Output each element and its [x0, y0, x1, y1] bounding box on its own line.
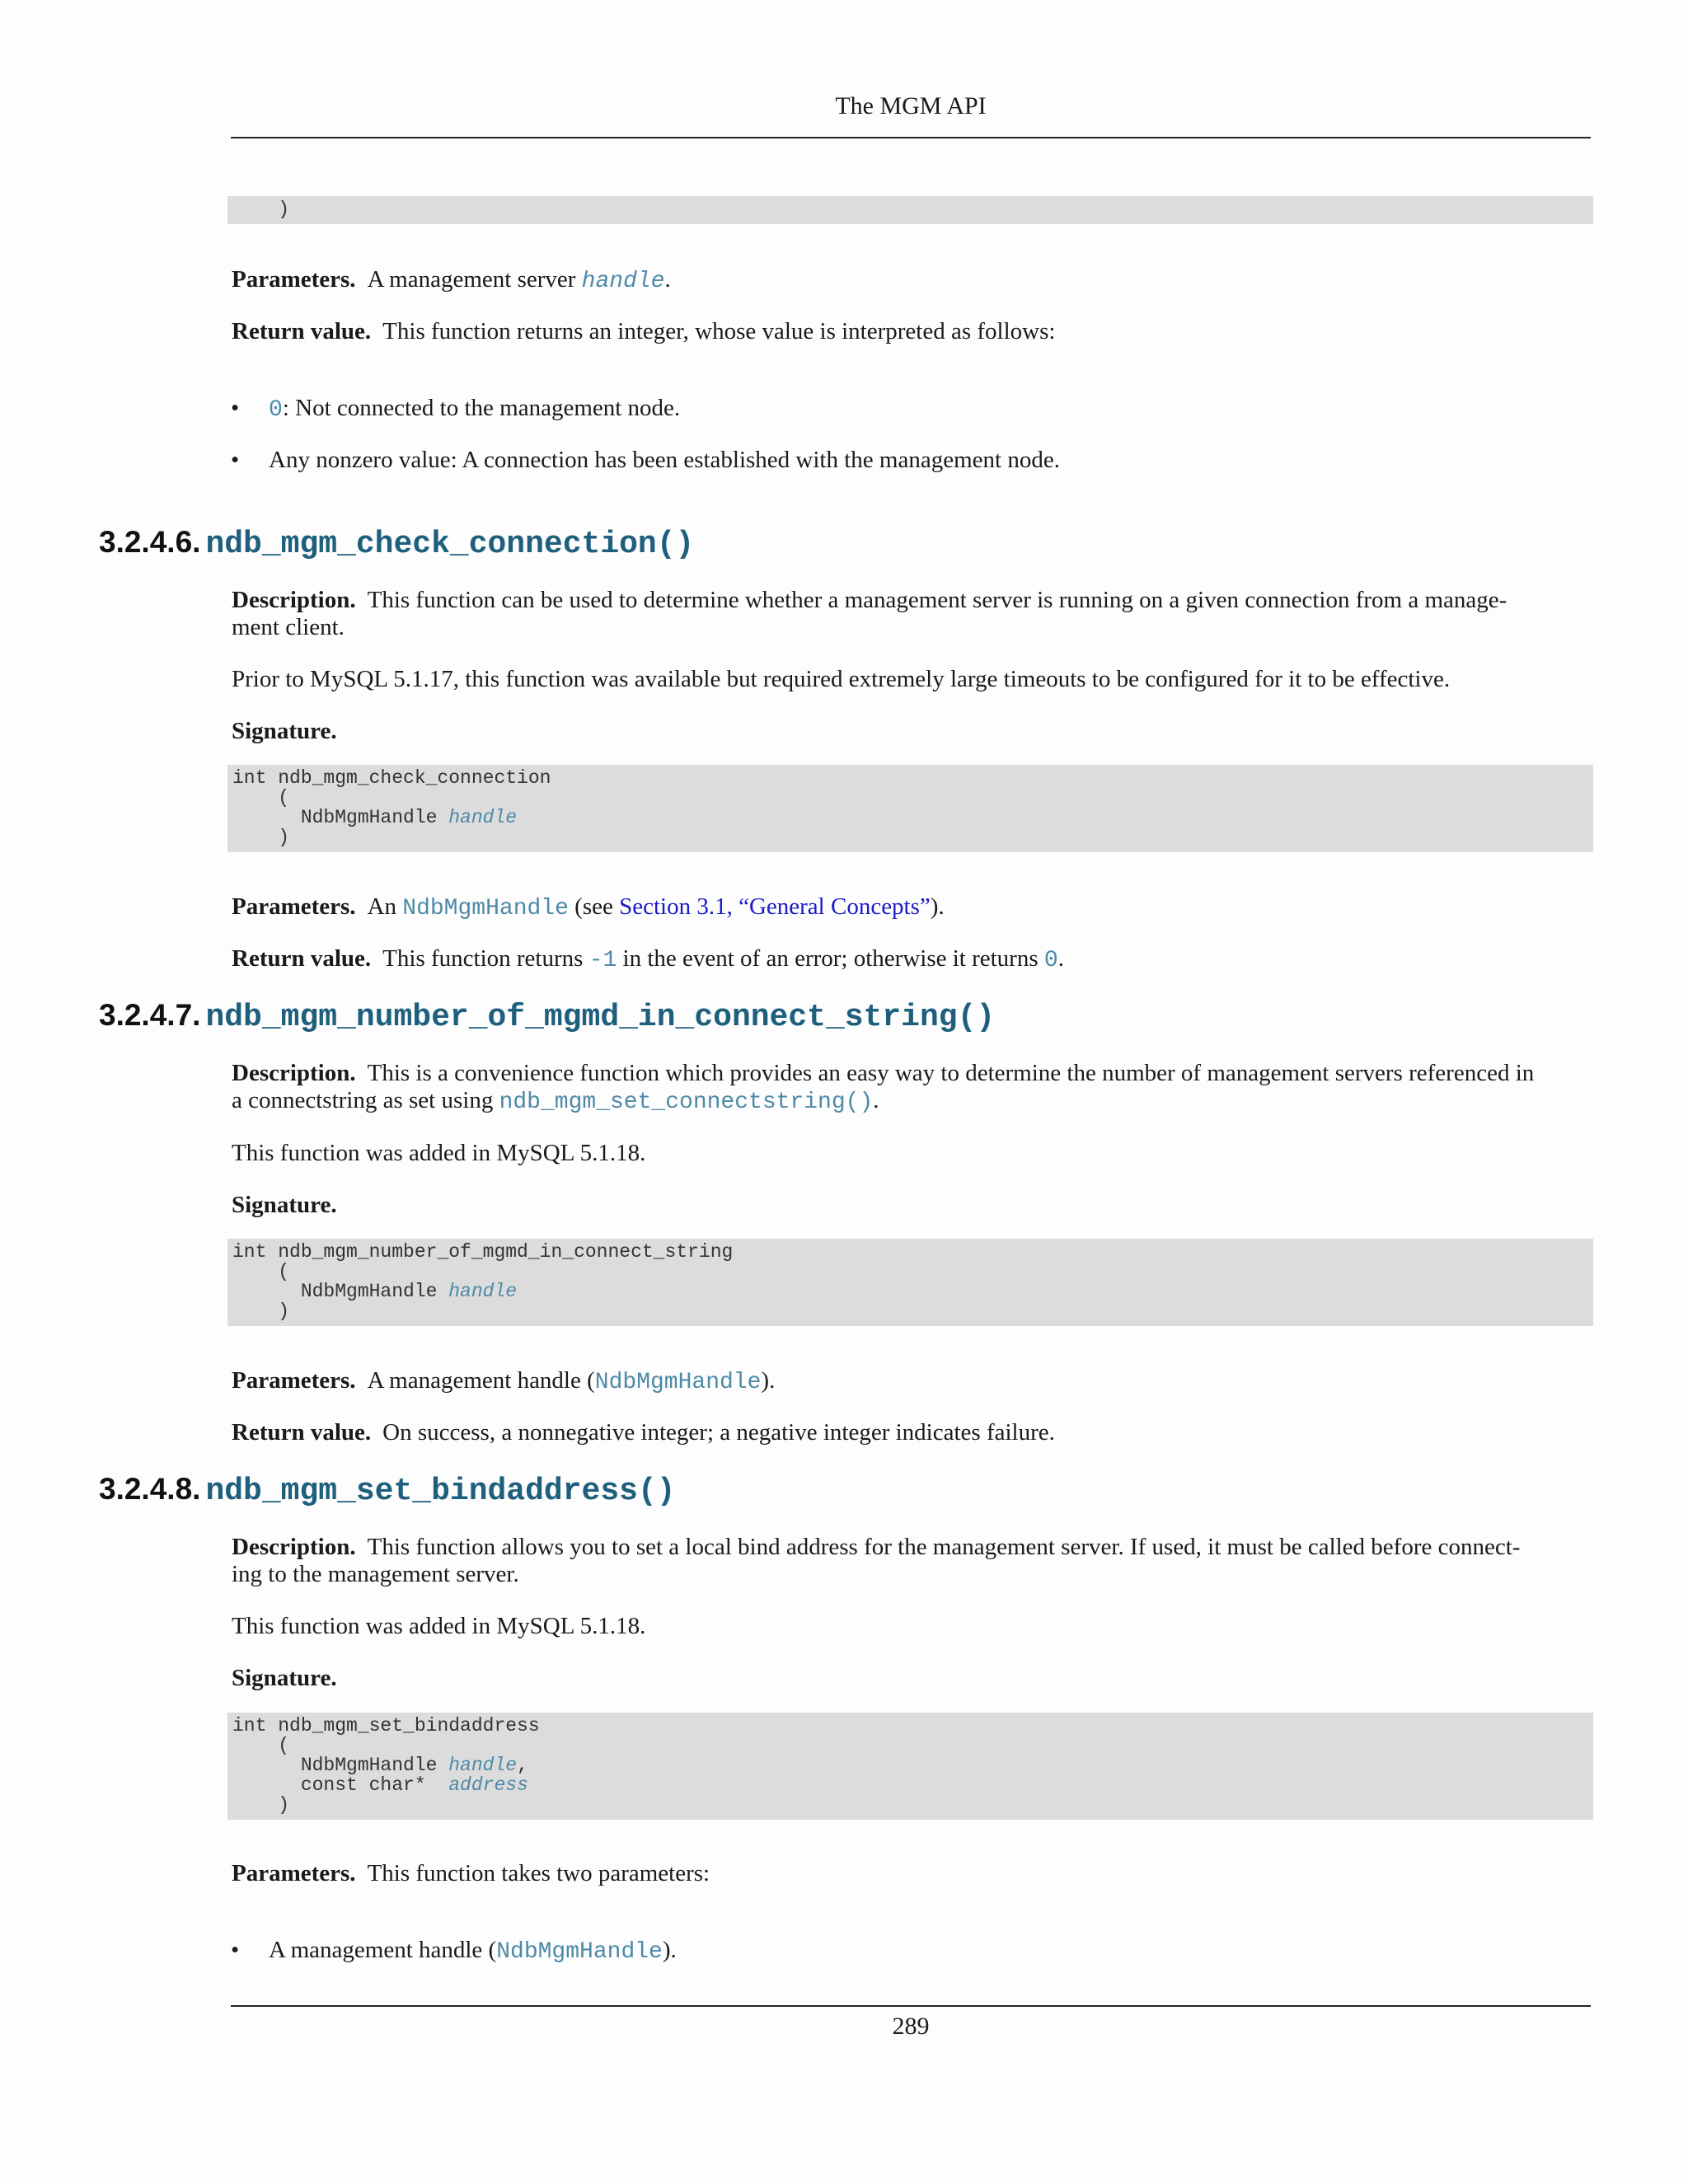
- return-value-paragraph: Return value. This function returns an integer, whose value is interpreted as follows:: [232, 318, 1056, 344]
- set-connectstring-link[interactable]: ndb_mgm_set_connectstring(): [499, 1090, 874, 1115]
- signature-label: Signature.: [232, 1192, 337, 1218]
- return-value-paragraph: Return value. This function returns -1 in the event of an error; otherwise it returns 0.: [232, 945, 1064, 973]
- parameters-paragraph: Parameters. A management handle (NdbMgmHandle).: [232, 1367, 776, 1395]
- list-item: Any nonzero value: A connection has been established with the management node.: [269, 447, 1060, 473]
- section-heading-3-2-4-6: 3.2.4.6. ndb_mgm_check_connection(): [99, 525, 695, 562]
- bullet-icon: •: [231, 395, 240, 421]
- page-header: The MGM API: [835, 92, 987, 120]
- added-version-paragraph: This function was added in MySQL 5.1.18.: [232, 1613, 646, 1639]
- prior-version-paragraph: Prior to MySQL 5.1.17, this function was available but required extremely large timeouts to be configured for it to be effective.: [232, 666, 1451, 692]
- added-version-paragraph: This function was added in MySQL 5.1.18.: [232, 1140, 646, 1166]
- parameters-paragraph: Parameters. This function takes two parameters:: [232, 1860, 710, 1886]
- param-handle-code: handle: [581, 269, 665, 294]
- header-rule: [231, 137, 1591, 138]
- general-concepts-link[interactable]: Section 3.1, “General Concepts”: [619, 893, 931, 920]
- parameters-paragraph: Parameters. An NdbMgmHandle (see Section 3.1, “General Concepts”).: [232, 893, 945, 921]
- signature-label: Signature.: [232, 718, 337, 744]
- page-number: 289: [892, 2013, 930, 2040]
- bullet-icon: •: [231, 447, 240, 473]
- description-paragraph: Description. This function can be used to determine whether a management server is running on a given connection from a manage- ment client.: [232, 587, 1507, 640]
- signature-label: Signature.: [232, 1665, 337, 1691]
- signature-code-block: int ndb_mgm_number_of_mgmd_in_connect_string ( NdbMgmHandle handle ): [227, 1239, 1593, 1326]
- list-item: A management handle (NdbMgmHandle).: [269, 1937, 677, 1965]
- return-value-paragraph: Return value. On success, a nonnegative integer; a negative integer indicates failure.: [232, 1419, 1055, 1446]
- list-item: 0: Not connected to the management node.: [269, 395, 681, 423]
- description-paragraph: Description. This function allows you to set a local bind address for the management server. If used, it must be called before connect- ing to the management server.: [232, 1534, 1521, 1587]
- description-paragraph: Description. This is a convenience function which provides an easy way to determine the number of management servers referenced in a connectstring as set using ndb_mgm_set_connectstring().: [232, 1060, 1535, 1115]
- bullet-icon: •: [231, 1937, 240, 1963]
- section-heading-3-2-4-7: 3.2.4.7. ndb_mgm_number_of_mgmd_in_connect_string(): [99, 998, 996, 1035]
- code-block-continued: ): [227, 196, 1593, 224]
- parameters-paragraph: Parameters. A management server handle.: [232, 266, 671, 294]
- section-heading-3-2-4-8: 3.2.4.8. ndb_mgm_set_bindaddress(): [99, 1472, 676, 1509]
- footer-rule: [231, 2005, 1591, 2007]
- signature-code-block: int ndb_mgm_check_connection ( NdbMgmHandle handle ): [227, 765, 1593, 852]
- signature-code-block: int ndb_mgm_set_bindaddress ( NdbMgmHandle handle, const char* address ): [227, 1713, 1593, 1820]
